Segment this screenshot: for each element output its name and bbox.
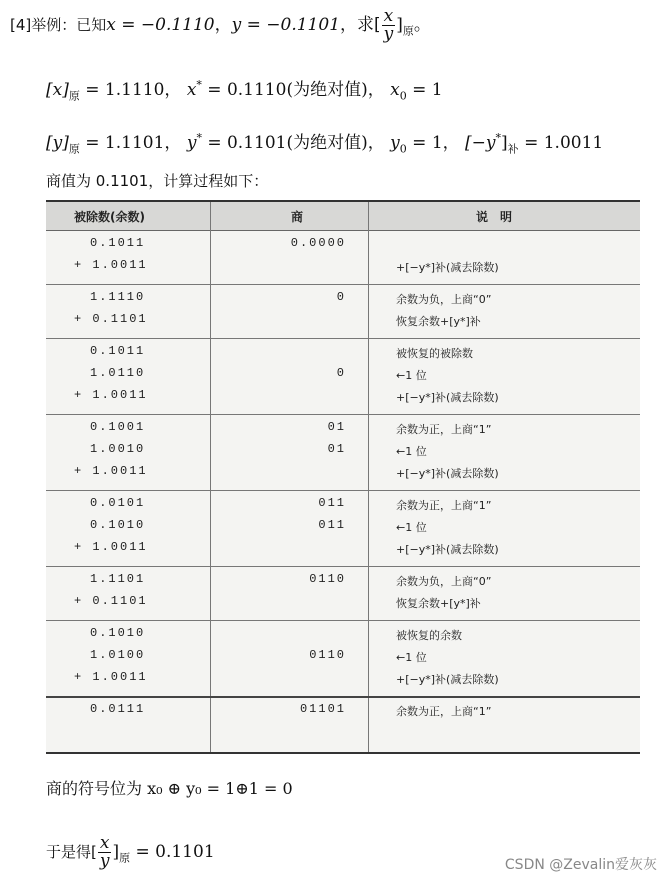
dividend-cell: 1.1110 — [90, 290, 146, 304]
bracket-end: ] — [396, 15, 403, 35]
row-divider — [46, 696, 640, 698]
result-bracket: ] — [112, 842, 120, 862]
quotient-cell: 0 — [336, 290, 346, 304]
result-prefix: 于是得[ — [46, 843, 97, 861]
note-cell: +[−y*]补(减去除数) — [396, 391, 499, 404]
quotient-cell: 0 — [336, 366, 346, 380]
x-abs-label: x — [186, 80, 197, 100]
x-equation: x = −0.1110 — [106, 15, 215, 35]
note-cell: 余数为正，上商“1” — [396, 705, 492, 718]
x0-value: = 1 — [406, 80, 443, 100]
dividend-cell: 1.0100 — [90, 648, 146, 662]
note-cell: 余数为正，上商“1” — [396, 499, 492, 512]
row-divider — [46, 490, 640, 491]
header-notes: 说 明 — [476, 210, 513, 224]
note-cell: ←1 位 — [396, 651, 427, 664]
y0-sub: 0 — [399, 142, 407, 156]
quotient-cell: 0.0000 — [290, 236, 346, 250]
quotient-cell: 011 — [318, 518, 346, 532]
y-abs-sup: * — [196, 131, 202, 145]
separator: ， — [214, 15, 232, 35]
x0-sub: 0 — [399, 89, 407, 103]
dividend-cell: 0.1001 — [90, 420, 146, 434]
note-cell: ←1 位 — [396, 445, 427, 458]
period: 。 — [413, 15, 431, 35]
quotient-intro: 商值为 0.1101，计算过程如下： — [46, 172, 269, 190]
x-orig-value: = 1.1110， — [79, 80, 182, 100]
neg-y-bracket: ] — [501, 133, 508, 153]
dividend-cell: 0.1010 — [90, 518, 146, 532]
x-abs-value: = 0.1110(为绝对值)， — [201, 80, 385, 100]
quotient-cell: 011 — [318, 496, 346, 510]
y-orig-sub: 原 — [68, 142, 80, 156]
neg-y-sup: * — [495, 131, 502, 145]
dividend-cell: + 1.0011 — [74, 540, 148, 554]
dividend-cell: 0.1010 — [90, 626, 146, 640]
subscript-yuan: 原 — [402, 24, 414, 38]
dividend-cell: + 1.0011 — [74, 388, 148, 402]
y-abs-value: = 0.1101(为绝对值)， — [201, 133, 385, 153]
dividend-cell: + 1.0011 — [74, 464, 148, 478]
dividend-cell: + 0.1101 — [74, 594, 148, 608]
note-cell: 余数为负，上商“0” — [396, 293, 492, 306]
fraction-x-over-y: $\frac{x}{y}$ — [383, 6, 394, 44]
x0-label: x — [390, 80, 400, 100]
neg-y-sub: 补 — [507, 142, 519, 156]
note-cell: ←1 位 — [396, 521, 427, 534]
note-cell: 余数为正，上商“1” — [396, 423, 492, 436]
row-divider — [46, 566, 640, 567]
y-orig-label: [y] — [46, 133, 69, 153]
neg-y-label: [−y — [465, 133, 496, 153]
result-fraction: $\frac{x}{y}$ — [99, 833, 110, 871]
quotient-cell: 0110 — [309, 572, 346, 586]
quotient-cell: 01 — [327, 442, 346, 456]
x-abs-sup: * — [196, 78, 202, 92]
example-line — [10, 8, 431, 43]
quotient-cell: 01101 — [299, 702, 346, 716]
dividend-cell: 0.1011 — [90, 344, 146, 358]
note-cell: +[−y*]补(减去除数) — [396, 467, 499, 480]
y0-label: y — [390, 133, 400, 153]
y0-value: = 1， — [406, 133, 460, 153]
quotient-cell: 01 — [327, 420, 346, 434]
row-divider — [46, 338, 640, 339]
dividend-cell: 0.0101 — [90, 496, 146, 510]
dividend-cell: 0.0111 — [90, 702, 146, 716]
division-table — [46, 200, 640, 754]
y-equation: y = −0.1101 — [231, 15, 341, 35]
row-divider — [46, 620, 640, 621]
request-text: ，求[ — [340, 15, 381, 35]
note-cell: 恢复余数+[y*]补 — [396, 597, 481, 610]
dividend-cell: + 0.1101 — [74, 312, 148, 326]
quotient-cell: 0110 — [309, 648, 346, 662]
sign-line: 商的符号位为 x₀ ⊕ y₀ = 1⊕1 = 0 — [46, 779, 293, 798]
note-cell: 被恢复的被除数 — [396, 347, 473, 360]
note-cell: +[−y*]补(减去除数) — [396, 261, 499, 274]
watermark: CSDN @Zevalin爱灰灰 — [504, 857, 657, 873]
table-header — [46, 202, 640, 231]
note-cell: ←1 位 — [396, 369, 427, 382]
dividend-cell: + 1.0011 — [74, 670, 148, 684]
row-divider — [46, 284, 640, 285]
y-orig-value: = 1.1101， — [79, 133, 182, 153]
x-orig-label: [x] — [46, 80, 69, 100]
note-cell: 余数为负，上商“0” — [396, 575, 492, 588]
note-cell: +[−y*]补(减去除数) — [396, 543, 499, 556]
result-value: = 0.1101 — [130, 842, 215, 862]
row-divider — [46, 414, 640, 415]
example-label: [4]举例：已知 — [10, 16, 107, 34]
dividend-cell: + 1.0011 — [74, 258, 148, 272]
x-orig-sub: 原 — [68, 89, 80, 103]
dividend-cell: 0.1011 — [90, 236, 146, 250]
x-definition-line — [46, 75, 443, 103]
dividend-cell: 1.0010 — [90, 442, 146, 456]
header-dividend: 被除数(余数) — [74, 210, 145, 224]
dividend-cell: 1.0110 — [90, 366, 146, 380]
note-cell: 被恢复的余数 — [396, 629, 462, 642]
header-quotient: 商 — [291, 210, 304, 224]
result-line — [46, 835, 215, 870]
y-abs-label: y — [186, 133, 197, 153]
dividend-cell: 1.1101 — [90, 572, 146, 586]
result-sub: 原 — [119, 851, 131, 865]
note-cell: 恢复余数+[y*]补 — [396, 315, 481, 328]
neg-y-value: = 1.0011 — [518, 133, 604, 153]
y-definition-line — [46, 128, 603, 156]
note-cell: +[−y*]补(减去除数) — [396, 673, 499, 686]
